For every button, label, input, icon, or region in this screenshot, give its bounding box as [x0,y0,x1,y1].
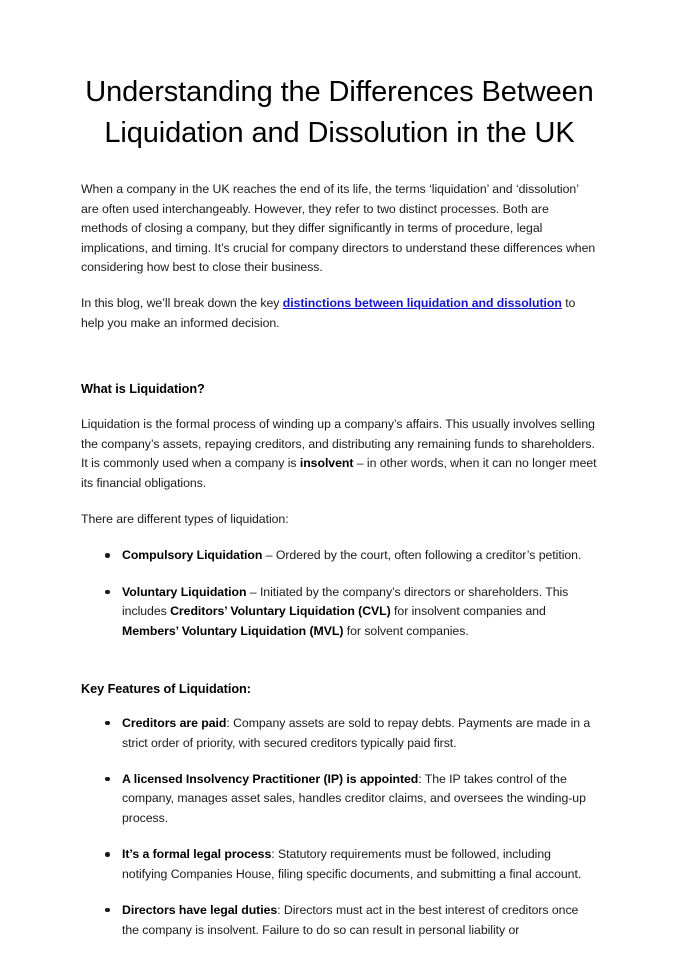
bullet-description: : The IP takes control of the company, manages asset sales, handles creditor claims, and oversees the winding-up process. [122,772,586,825]
bullet-description: : Company assets are sold to repay debts. Payments are made in a strict order of priority, with secured creditors typically paid first. [122,716,591,750]
bullet-term: Compulsory Liquidation [122,548,263,563]
bullet-dot-icon [105,553,110,558]
list-item [81,546,598,565]
blog-text-after-link: to help you make an informed decision. [81,296,576,330]
section-heading-key-features: Key Features of Liquidation: [81,682,251,697]
list-item [81,845,598,884]
blog-paragraph [81,294,598,333]
bullet-term: Directors have legal duties [122,903,278,918]
bullet-dot-icon [105,590,110,595]
list-item [81,901,598,940]
intro-paragraph: When a company in the UK reaches the end of its life, the terms ‘liquidation’ and ‘dissolution’ are often used interchangeably. However, they refer to two distinct processes. Both are methods of closing a company, but they differ significantly in terms of procedure, legal implications, and timing. It’s crucial for company directors to understand these differences when considering how best to close their business. [81,182,596,275]
liquidation-types-list [81,546,598,641]
blog-text-before-link: In this blog, we’ll break down the key [81,296,283,311]
liquidation-definition-paragraph [81,415,598,493]
distinctions-link[interactable]: distinctions between liquidation and dissolution [282,296,562,311]
bullet-dot-icon [105,721,110,726]
bullet-description-part2: for insolvent companies and [390,604,546,619]
insolvent-emphasis: insolvent [299,456,354,471]
bullet-description-part1: – Initiated by the company’s directors or shareholders. This includes [122,584,569,619]
bullet-dot-icon [105,777,110,782]
bullet-description: – Ordered by the court, often following a creditor’s petition. [262,548,582,563]
bullet-term: Creditors are paid [122,716,227,731]
bullet-term: It’s a formal legal process [122,847,272,862]
bullet-description: : Directors must act in the best interest of creditors once the company is insolvent. Failure to do so can result in personal liability or [122,903,579,937]
bullet-dot-icon [105,852,110,857]
bullet-description-part3: for solvent companies. [343,623,469,638]
bullet-term-mvl: Members’ Voluntary Liquidation (MVL) [122,623,344,638]
bullet-dot-icon [105,908,110,913]
list-item [81,770,598,828]
liquidation-definition-lead: Liquidation is the formal process of winding up a company’s affairs. This usually involves selling the company’s assets, repaying creditors, and distributing any remaining funds to shareholders. It is commonly used when a company is [81,417,595,471]
bullet-description: : Statutory requirements must be followed, including notifying Companies House, filing specific documents, and submitting a final account. [122,847,582,881]
bullet-term: A licensed Insolvency Practitioner (IP) is appointed [122,772,419,787]
document-content [81,0,598,940]
page-title: Understanding the Differences Between Liquidation and Dissolution in the UK [85,76,594,150]
liquidation-definition-tail: – in other words, when it can no longer meet its financial obligations. [81,456,597,490]
section-heading-what-is-liquidation: What is Liquidation? [81,382,205,397]
bullet-term-cvl: Creditors’ Voluntary Liquidation (CVL) [170,604,391,619]
list-item [81,714,598,753]
list-item [81,583,598,641]
key-features-list [81,714,598,940]
bullet-term: Voluntary Liquidation [122,584,247,599]
types-intro-paragraph: There are different types of liquidation: [81,512,289,527]
